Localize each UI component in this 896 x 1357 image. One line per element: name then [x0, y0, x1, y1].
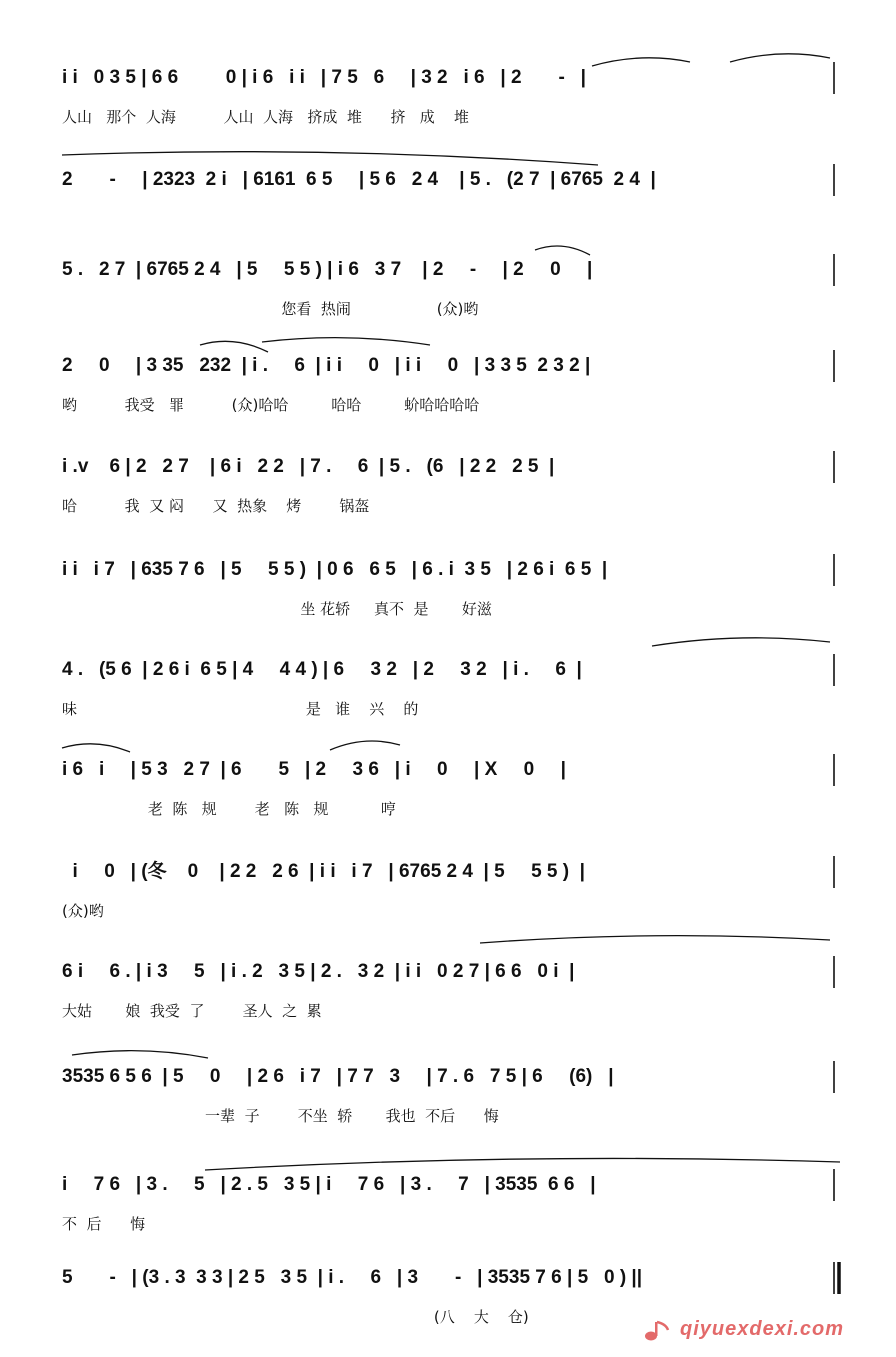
slur-mark	[730, 54, 830, 62]
lyric-line: 一辈 子 不坐 轿 我也 不后 悔	[62, 1107, 499, 1125]
watermark-text: qiyuexdexi.com	[680, 1318, 845, 1340]
slur-mark	[592, 58, 690, 66]
lyric-line: (众)哟	[62, 902, 104, 920]
lyric-line: 人山 那个 人海 人山 人海 挤成 堆 挤 成 堆	[62, 108, 469, 126]
notation-line: 4 . (5 6 | 2 6 i 6 5 | 4 4 4 ) | 6 3 2 | 2 3 2 | i . 6 |	[62, 659, 582, 680]
lyric-line: 不 后 悔	[62, 1215, 146, 1233]
lyric-line: 哈 我 又 闷 又 热象 烤 锅盔	[62, 497, 370, 515]
notation-line: i i i 7 | 635 7 6 | 5 5 5 ) | 0 6 6 5 | 6 . i 3 5 | 2 6 i 6 5 |	[62, 559, 608, 580]
slur-mark	[652, 638, 830, 646]
slur-mark	[62, 744, 130, 752]
music-note-icon	[642, 1320, 674, 1342]
notation-line: 2 - | 2323 2 i | 6161 6 5 | 5 6 2 4 | 5 . (2 7 | 6765 2 4 |	[62, 169, 656, 190]
notation-line: 2 0 | 3 35 232 | i . 6 | i i 0 | i i 0 | 3 3 5 2 3 2 |	[62, 355, 591, 376]
slur-mark	[62, 152, 598, 165]
lyric-line: 您看 热闹 (众)哟	[62, 300, 479, 318]
notation-line: 3535 6 5 6 | 5 0 | 2 6 i 7 | 7 7 3 | 7 . 6 7 5 | 6 (6) |	[62, 1066, 614, 1087]
lyric-line: (八 大 仓)	[62, 1308, 529, 1326]
slur-mark	[330, 741, 400, 750]
lyric-line: 味 是 谁 兴 的	[62, 700, 419, 718]
slur-mark	[200, 341, 268, 352]
lyric-line: 哟 我受 罪 (众)哈哈 哈哈 蚧哈哈哈哈	[62, 396, 480, 414]
notation-line: i .v 6 | 2 2 7 | 6 i 2 2 | 7 . 6 | 5 . (6 | 2 2 2 5 |	[62, 456, 555, 477]
lyric-line: 坐 花轿 真不 是 好滋	[62, 600, 492, 618]
notation-line: i i 0 3 5 | 6 6 0 | i 6 i i | 7 5 6 | 3 2 i 6 | 2 - |	[62, 67, 587, 88]
lyric-line: 老 陈 规 老 陈 规 哼	[62, 800, 396, 818]
slur-mark	[480, 936, 830, 943]
slur-mark	[262, 338, 430, 345]
slur-mark	[535, 246, 590, 255]
bar-lines	[834, 62, 839, 1294]
slur-mark	[205, 1158, 840, 1170]
notation-line: i 7 6 | 3 . 5 | 2 . 5 3 5 | i 7 6 | 3 . 7 | 3535 6 6 |	[62, 1174, 596, 1195]
watermark	[638, 1314, 883, 1348]
lyric-line: 大姑 娘 我受 了 圣人 之 累	[62, 1002, 322, 1020]
notation-line: 6 i 6 . | i 3 5 | i . 2 3 5 | 2 . 3 2 | i i 0 2 7 | 6 6 0 i |	[62, 961, 575, 982]
notation-line: i 0 | (冬 0 | 2 2 2 6 | i i i 7 | 6765 2 4 | 5 5 5 ) |	[62, 861, 585, 882]
slur-mark	[72, 1051, 208, 1058]
notation-line: 5 . 2 7 | 6765 2 4 | 5 5 5 ) | i 6 3 7 | 2 - | 2 0 |	[62, 259, 593, 280]
notation-line: 5 - | (3 . 3 3 3 | 2 5 3 5 | i . 6 | 3 - | 3535 7 6 | 5 0 ) ||	[62, 1267, 643, 1288]
notation-line: i 6 i | 5 3 2 7 | 6 5 | 2 3 6 | i 0 | X 0 |	[62, 759, 566, 780]
